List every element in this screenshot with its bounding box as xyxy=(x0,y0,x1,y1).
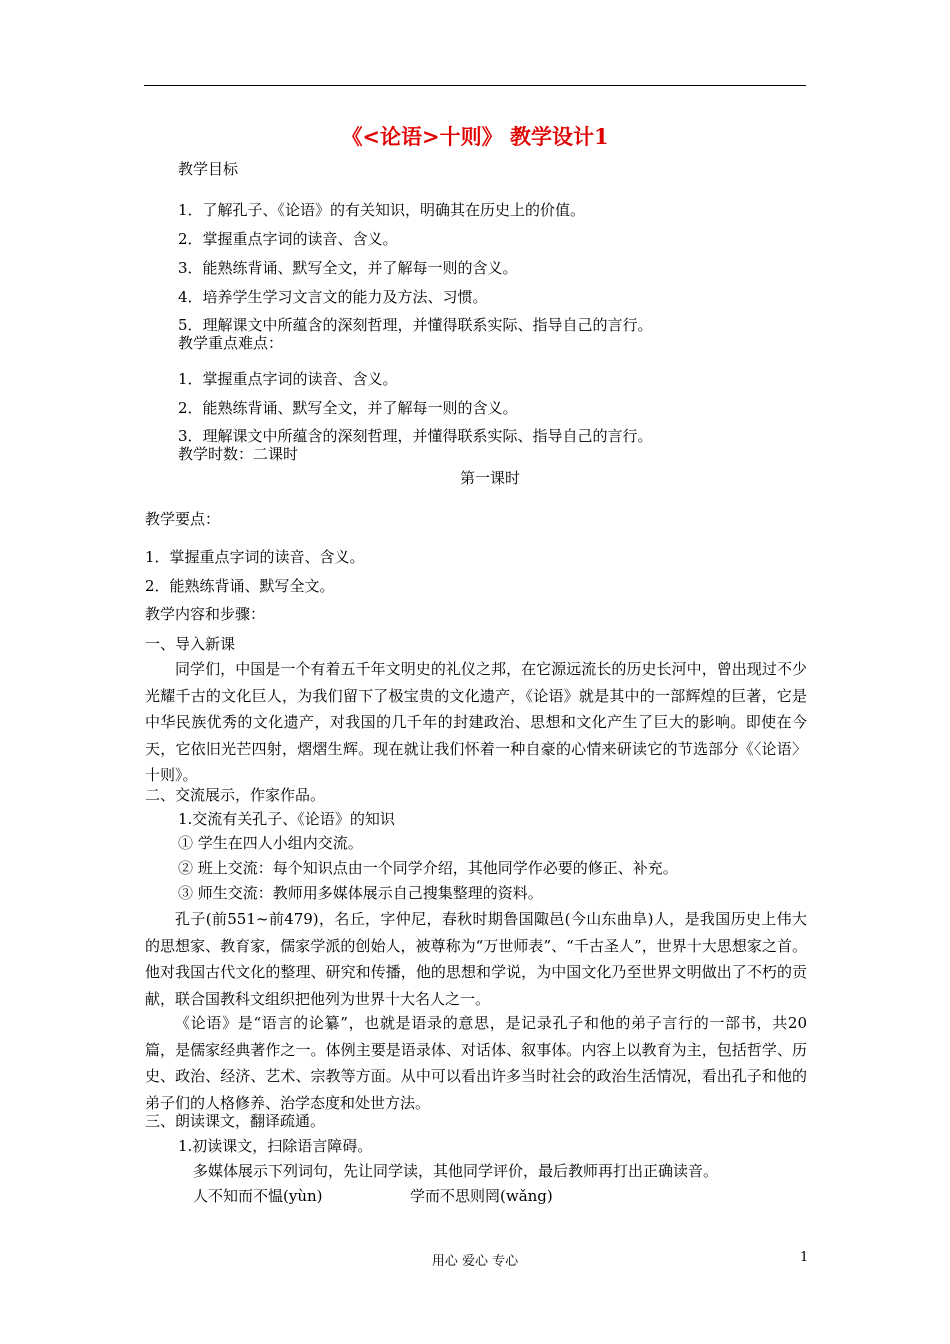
teaching-hours: 教学时数：二课时 xyxy=(178,445,299,463)
exchange-step: ② 班上交流：每个知识点由一个同学介绍，其他同学作必要的修正、补充。 xyxy=(178,859,678,877)
content-heading: 教学内容和步骤： xyxy=(145,605,266,623)
essential-item: 1．掌握重点字词的读音、含义。 xyxy=(145,548,365,566)
section-heading: 一、导入新课 xyxy=(145,635,236,653)
key-point-item: 2．能熟练背诵、默写全文，并了解每一则的含义。 xyxy=(178,399,518,417)
goal-item: 5．理解课文中所蕴含的深刻哲理，并懂得联系实际、指导自己的言行。 xyxy=(178,316,653,334)
footer-slogan: 用心 爱心 专心 xyxy=(431,1254,519,1269)
confucius-paragraph: 孔子(前551~前479)，名丘，字仲尼，春秋时期鲁国陬邑(今山东曲阜)人，是我国历史上伟大的思想家、教育家，儒家学派的创始人，被尊称为“万世师表”、“千古圣人”，世界十大思想家之首。他对我国古代文化的整理、研究和传播，他的思想和学说，为中国文化乃至世界文明做出了不朽的贡献，联合国教科文组织把他列为世界十大名人之一。 xyxy=(145,910,807,1008)
exchange-title: 1.交流有关孔子、《论语》的知识 xyxy=(178,810,395,828)
key-points-heading: 教学重点难点： xyxy=(178,334,284,352)
vocabulary-item: 人不知而不愠(yùn) xyxy=(193,1187,323,1205)
goals-heading: 教学目标 xyxy=(178,160,239,178)
goal-item: 1．了解孔子、《论语》的有关知识，明确其在历史上的价值。 xyxy=(178,201,586,219)
header-rule xyxy=(144,85,806,86)
section-heading: 二、交流展示，作家作品。 xyxy=(145,786,326,804)
exchange-step: ③ 师生交流：教师用多媒体展示自己搜集整理的资料。 xyxy=(178,884,543,902)
goal-item: 4．培养学生学习文言文的能力及方法、习惯。 xyxy=(178,288,488,306)
goal-item: 2．掌握重点字词的读音、含义。 xyxy=(178,230,398,248)
section-heading: 三、朗读课文，翻译疏通。 xyxy=(145,1112,326,1130)
page-number: 1 xyxy=(800,1250,809,1265)
document-title: 《<论语>十则》 教学设计1 xyxy=(341,124,609,149)
reading-instruction: 多媒体展示下列词句，先让同学读，其他同学评价，最后教师再打出正确读音。 xyxy=(193,1162,719,1180)
intro-paragraph: 同学们，中国是一个有着五千年文明史的礼仪之邦，在它源远流长的历史长河中，曾出现过不少光耀千古的文化巨人，为我们留下了极宝贵的文化遗产，《论语》就是其中的一部辉煌的巨著，它是中华民族优秀的文化遗产，对我国的几千年的封建政治、思想和文化产生了巨大的影响。即使在今天，它依旧光芒四射，熠熠生辉。现在就让我们怀着一种自豪的心情来研读它的节选部分《〈论语〉十则》。 xyxy=(145,660,807,784)
analects-paragraph: 《论语》是“语言的论纂”，也就是语录的意思，是记录孔子和他的弟子言行的一部书，共20篇，是儒家经典著作之一。体例主要是语录体、对话体、叙事体。内容上以教育为主，包括哲学、历史、政治、经济、艺术、宗教等方面。从中可以看出许多当时社会的政治生活情况，看出孔子和他的弟子们的人格修养、治学态度和处世方法。 xyxy=(145,1014,807,1112)
vocabulary-item: 学而不思则罔(wǎng) xyxy=(410,1187,553,1205)
key-point-item: 1．掌握重点字词的读音、含义。 xyxy=(178,370,398,388)
reading-title: 1.初读课文，扫除语言障碍。 xyxy=(178,1137,373,1155)
essentials-heading: 教学要点： xyxy=(145,510,221,528)
lesson-title: 第一课时 xyxy=(459,469,520,487)
key-point-item: 3．理解课文中所蕴含的深刻哲理，并懂得联系实际、指导自己的言行。 xyxy=(178,427,653,445)
essential-item: 2．能熟练背诵、默写全文。 xyxy=(145,577,335,595)
goal-item: 3．能熟练背诵、默写全文，并了解每一则的含义。 xyxy=(178,259,518,277)
exchange-step: ① 学生在四人小组内交流。 xyxy=(178,834,363,852)
